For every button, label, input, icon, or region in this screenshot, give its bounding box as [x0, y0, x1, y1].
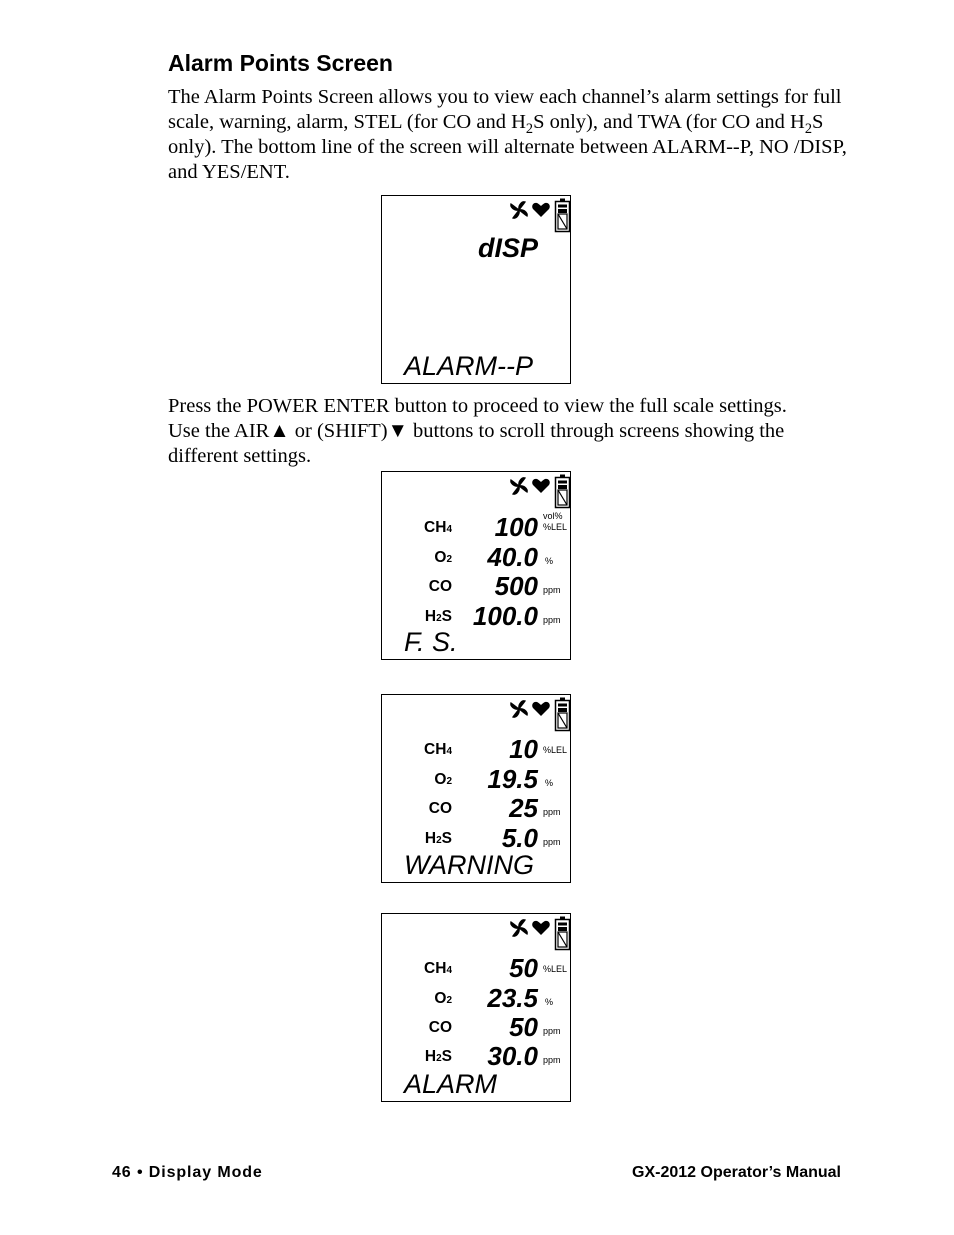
fan-icon	[511, 920, 527, 936]
unit-label: %LEL	[543, 964, 568, 974]
reading-value: 10	[509, 734, 538, 764]
unit-label: ppm	[543, 1026, 561, 1036]
gas-label: CO	[428, 578, 452, 595]
gas-label: H2S	[424, 830, 452, 847]
lcd-disp-word: dISP	[478, 233, 539, 263]
gas-label: CO	[428, 800, 452, 817]
instruction-paragraph	[168, 394, 848, 469]
footer-page-section: 46 • Display Mode	[112, 1164, 263, 1181]
reading-value: 500	[494, 571, 538, 601]
reading-value: 50	[509, 953, 538, 983]
heart-icon	[532, 479, 550, 493]
status-icons	[508, 473, 572, 511]
instruction-line-1: Press the POWER ENTER button to proceed to view the full scale settings.	[168, 395, 787, 417]
reading-value: 5.0	[501, 823, 538, 853]
reading-row-ch4	[382, 512, 572, 542]
unit-label: %	[545, 778, 554, 788]
intro-sub-2: 2	[804, 121, 813, 138]
unit-label: ppm	[543, 837, 561, 847]
reading-value: 100.0	[472, 601, 538, 631]
reading-value: 100	[494, 512, 538, 542]
status-icons	[508, 197, 572, 235]
fan-icon	[511, 701, 527, 717]
unit-label: %	[545, 997, 554, 1007]
reading-row-co	[382, 1012, 572, 1042]
fan-icon	[511, 202, 527, 218]
instruction-air: Use the AIR	[168, 420, 270, 442]
gas-label: CH4	[424, 741, 452, 758]
intro-paragraph	[168, 85, 848, 185]
unit-label: ppm	[543, 1055, 561, 1065]
instruction-scroll: buttons to scroll through screens showing the	[407, 420, 785, 442]
reading-row-h2s	[382, 1041, 572, 1071]
unit-label: %	[545, 556, 554, 566]
battery-icon	[556, 917, 570, 950]
instruction-shift: or (SHIFT)	[289, 420, 388, 442]
lcd-screen-alarm	[381, 913, 571, 1102]
gas-label: CH4	[424, 960, 452, 977]
unit-label: ppm	[543, 615, 561, 625]
reading-value: 19.5	[487, 764, 538, 794]
lcd-bottom-line: ALARM	[404, 1069, 498, 1099]
reading-value: 30.0	[487, 1041, 538, 1071]
unit-label: %LEL	[543, 745, 568, 755]
lcd-bottom-line: F. S.	[404, 627, 458, 657]
lcd-screen-full-scale	[381, 471, 571, 660]
intro-text-1: The Alarm Points Screen allows you to view each channel’s alarm settings for full scale, warning, alarm, STEL (for CO and H	[168, 86, 842, 133]
gas-label: O2	[434, 771, 452, 788]
lcd-screen-disp	[381, 195, 571, 384]
battery-icon	[556, 698, 570, 731]
intro-text-2: S only), and TWA (for CO and H	[533, 111, 805, 133]
down-arrow-icon: ▼	[387, 420, 408, 442]
status-icons	[508, 915, 572, 953]
gas-label: CH4	[424, 519, 452, 536]
unit-label: ppm	[543, 585, 561, 595]
fan-icon	[511, 478, 527, 494]
gas-label: CO	[428, 1019, 452, 1036]
battery-icon	[556, 475, 570, 508]
footer-manual-title: GX-2012 Operator’s Manual	[632, 1164, 841, 1181]
instruction-line-3: different settings.	[168, 445, 312, 467]
lcd-screen-warning	[381, 694, 571, 883]
reading-row-o2	[382, 764, 572, 794]
reading-row-o2	[382, 542, 572, 572]
gas-label: O2	[434, 990, 452, 1007]
gas-label: O2	[434, 549, 452, 566]
battery-icon	[556, 199, 570, 232]
reading-value: 50	[509, 1012, 538, 1042]
heart-icon	[532, 203, 550, 217]
reading-row-ch4	[382, 734, 572, 764]
up-arrow-icon: ▲	[269, 420, 290, 442]
reading-value: 40.0	[487, 542, 538, 572]
unit-label-top: vol%	[543, 511, 563, 521]
reading-row-ch4	[382, 953, 572, 983]
lcd-bottom-line: WARNING	[404, 850, 535, 880]
lcd-bottom-line: ALARM--P	[404, 351, 534, 381]
intro-text-3: S only). The bottom line of the screen will alternate between ALARM--P, NO /DISP, and YES/ENT.	[168, 111, 847, 183]
page-heading: Alarm Points Screen	[168, 50, 393, 76]
reading-row-h2s	[382, 823, 572, 853]
reading-row-co	[382, 571, 572, 601]
gas-label: H2S	[424, 1048, 452, 1065]
reading-value: 25	[509, 793, 538, 823]
heart-icon	[532, 921, 550, 935]
gas-label: H2S	[424, 608, 452, 625]
heart-icon	[532, 702, 550, 716]
unit-label: ppm	[543, 807, 561, 817]
reading-row-o2	[382, 983, 572, 1013]
status-icons	[508, 696, 572, 734]
unit-label: %LEL	[543, 522, 568, 532]
reading-row-co	[382, 793, 572, 823]
intro-sub-1: 2	[525, 121, 534, 138]
reading-value: 23.5	[487, 983, 538, 1013]
